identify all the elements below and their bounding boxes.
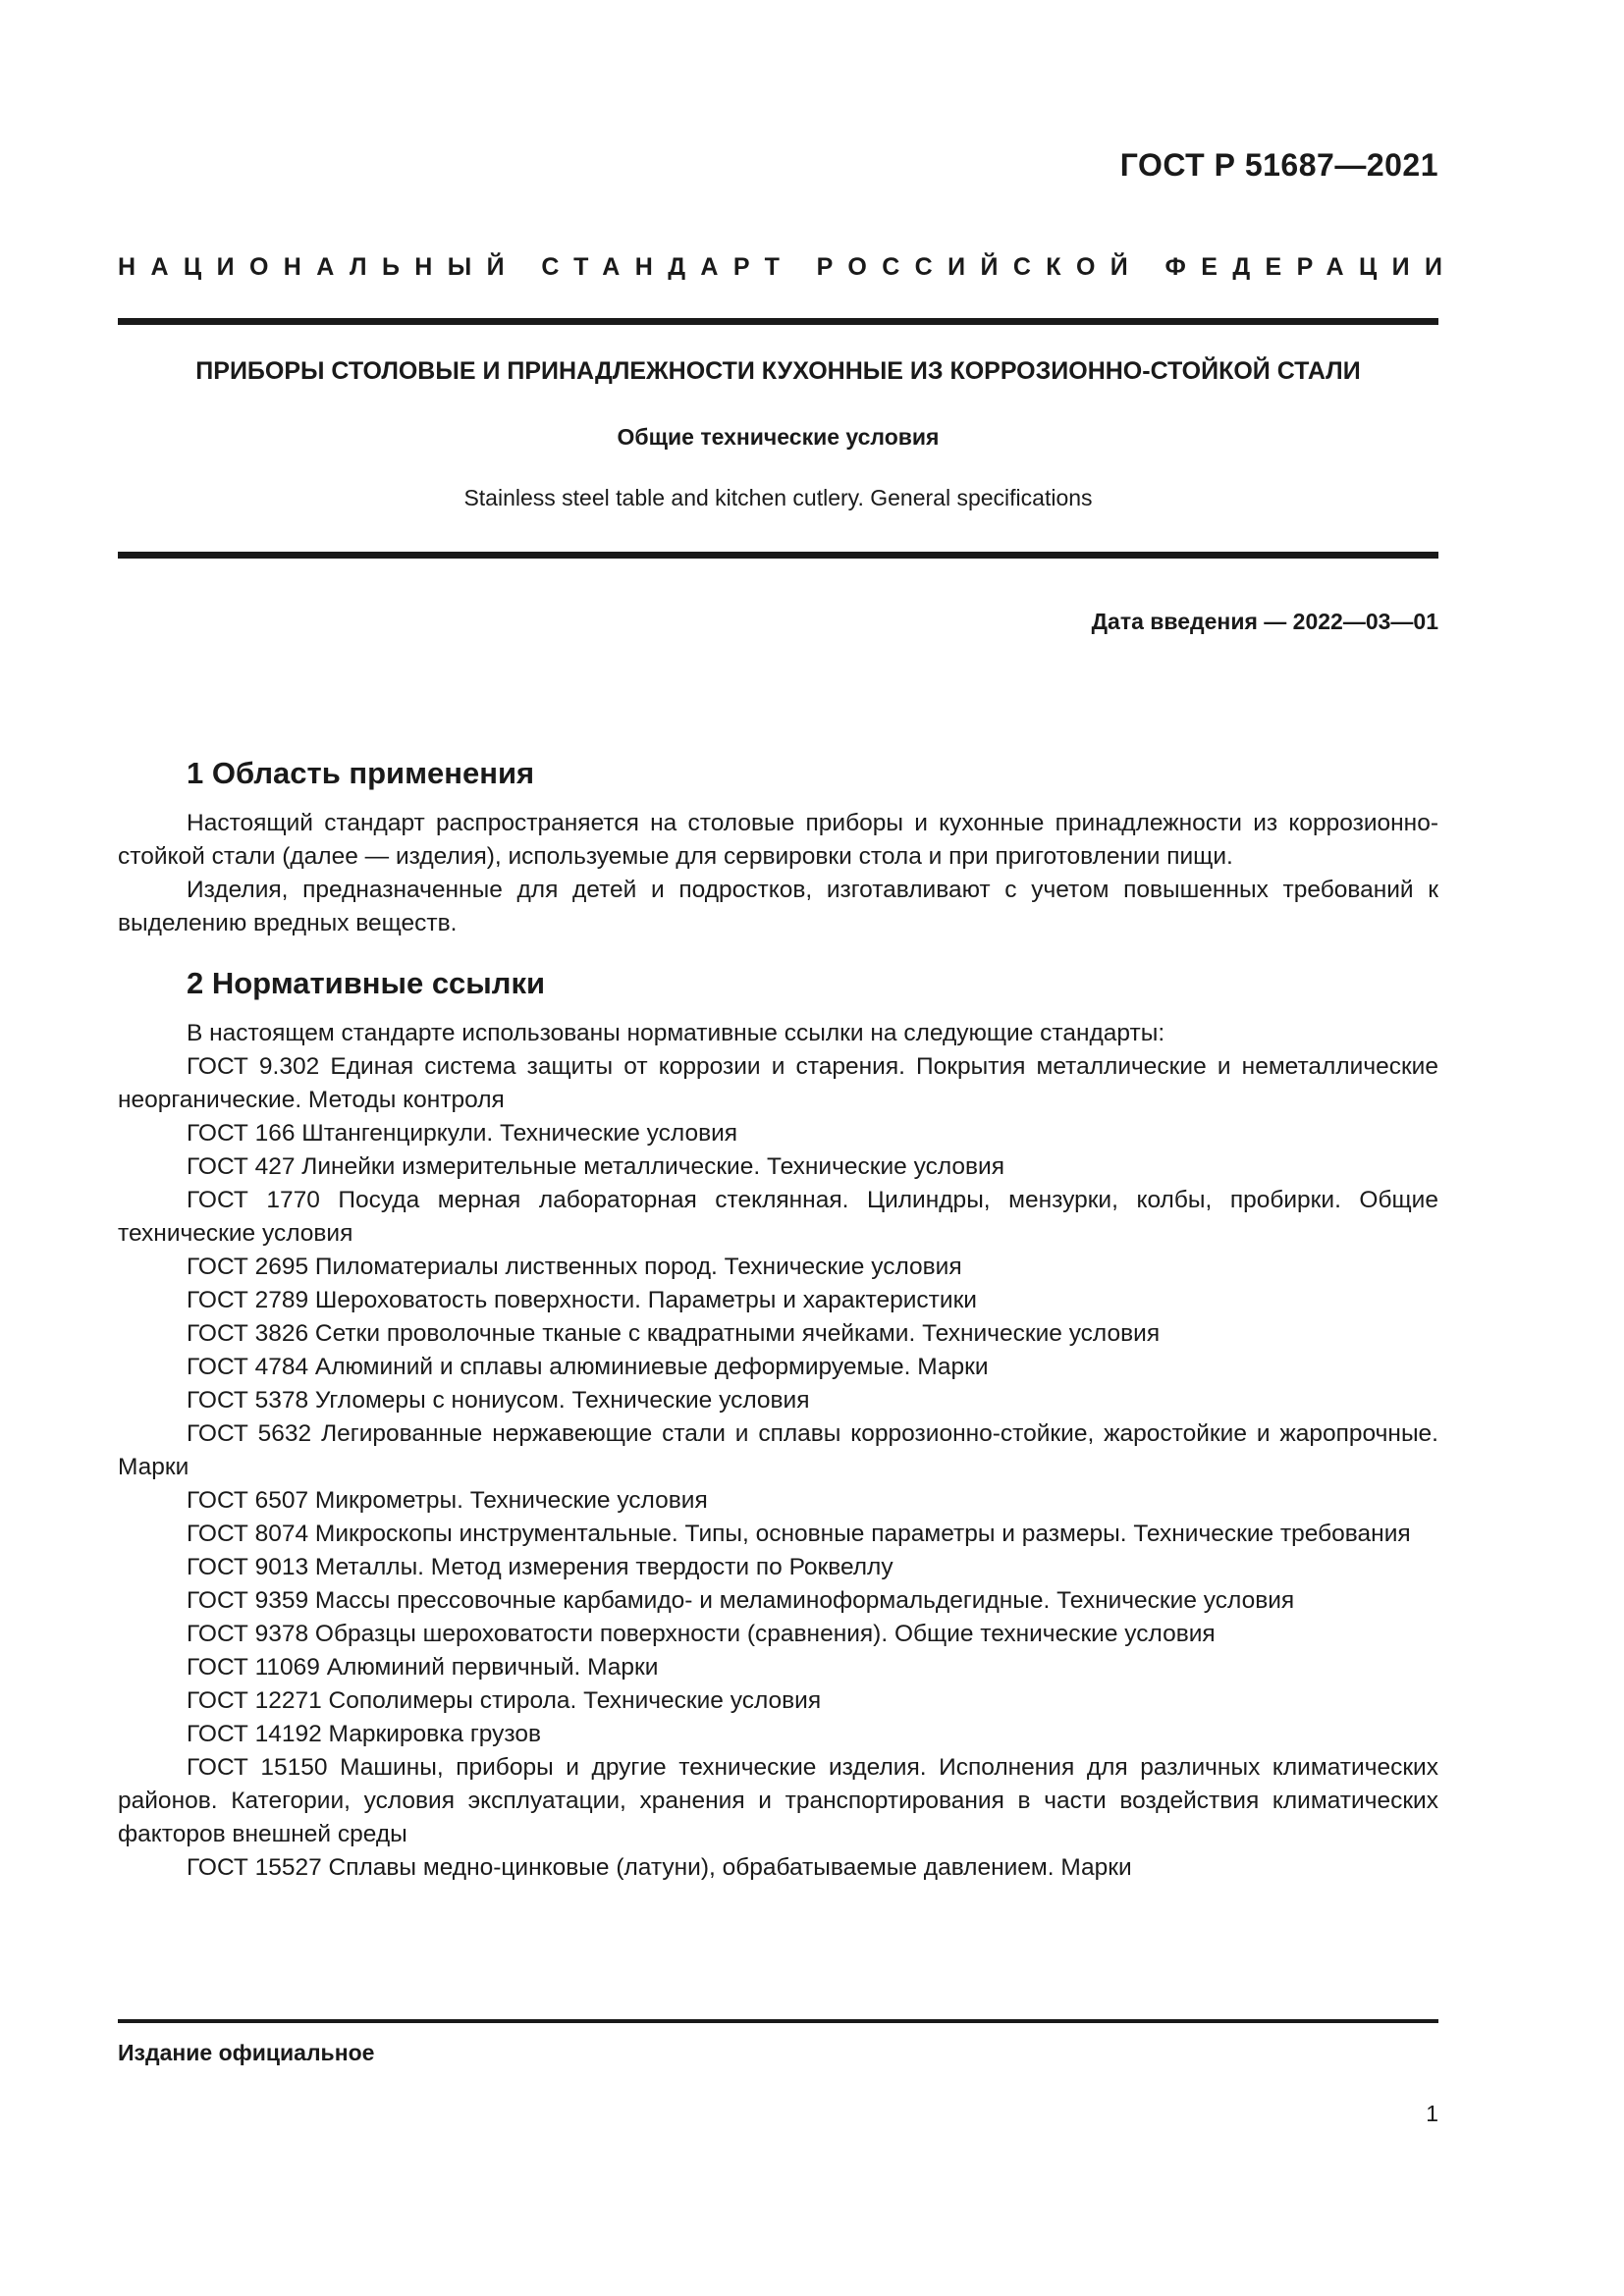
reference-item: ГОСТ 1770 Посуда мерная лабораторная стеклянная. Цилиндры, мензурки, колбы, пробирки. Общие технические условия bbox=[118, 1187, 1438, 1247]
scope-paragraph: Изделия, предназначенные для детей и подростков, изготавливают с учетом повышенных требований к выделению вредных веществ. bbox=[118, 877, 1438, 936]
scope-paragraph: Настоящий стандарт распространяется на столовые приборы и кухонные принадлежности из коррозионно-стойкой стали (далее — изделия), используемые для сервировки стола и при приготовлении пищи. bbox=[118, 810, 1438, 870]
document-number: ГОСТ Р 51687—2021 bbox=[1119, 147, 1438, 183]
title-divider bbox=[118, 552, 1438, 559]
reference-item: ГОСТ 4784 Алюминий и сплавы алюминиевые деформируемые. Марки bbox=[187, 1354, 989, 1380]
reference-item: ГОСТ 14192 Маркировка грузов bbox=[187, 1721, 541, 1747]
reference-item: ГОСТ 5378 Угломеры с нониусом. Технические условия bbox=[187, 1387, 810, 1414]
section-heading-references: 2 Нормативные ссылки bbox=[187, 966, 546, 1000]
page-number: 1 bbox=[1426, 2101, 1438, 2126]
reference-item: ГОСТ 15527 Сплавы медно-цинковые (латуни), обрабатываемые давлением. Марки bbox=[187, 1854, 1132, 1881]
document-title: ПРИБОРЫ СТОЛОВЫЕ И ПРИНАДЛЕЖНОСТИ КУХОННЫЕ ИЗ КОРРОЗИОННО-СТОЙКОЙ СТАЛИ bbox=[195, 357, 1361, 385]
reference-item: ГОСТ 15150 Машины, приборы и другие технические изделия. Исполнения для различных климатических районов. Категории, условия эксплуатации, хранения и транспортирования в части воздействия климатических факторов внешней среды bbox=[118, 1754, 1438, 1847]
official-edition-label: Издание официальное bbox=[118, 2040, 375, 2065]
reference-item: ГОСТ 11069 Алюминий первичный. Марки bbox=[187, 1654, 659, 1681]
section-heading-scope: 1 Область применения bbox=[187, 756, 535, 790]
footer-divider bbox=[118, 2019, 1438, 2023]
reference-item: ГОСТ 9359 Массы прессовочные карбамидо- и меламиноформальдегидные. Технические условия bbox=[187, 1587, 1295, 1614]
document-body bbox=[118, 754, 1438, 1885]
reference-item: ГОСТ 5632 Легированные нержавеющие стали и сплавы коррозионно-стойкие, жаростойкие и жаропрочные. Марки bbox=[118, 1420, 1438, 1480]
document-subtitle: Общие технические условия bbox=[617, 424, 940, 450]
document-page bbox=[118, 0, 1458, 2296]
reference-item: ГОСТ 2695 Пиломатериалы лиственных пород. Технические условия bbox=[187, 1254, 962, 1280]
reference-item: ГОСТ 2789 Шероховатость поверхности. Параметры и характеристики bbox=[187, 1287, 977, 1313]
reference-item: ГОСТ 9013 Металлы. Метод измерения твердости по Роквеллу bbox=[187, 1554, 893, 1580]
reference-item: ГОСТ 427 Линейки измерительные металлические. Технические условия bbox=[187, 1153, 1004, 1180]
reference-item: ГОСТ 6507 Микрометры. Технические условия bbox=[187, 1487, 708, 1514]
reference-item: ГОСТ 12271 Сополимеры стирола. Технические условия bbox=[187, 1687, 822, 1714]
english-title: Stainless steel table and kitchen cutlery. General specifications bbox=[463, 485, 1093, 510]
reference-item: ГОСТ 9.302 Единая система защиты от коррозии и старения. Покрытия металлические и неметаллические неорганические. Методы контроля bbox=[118, 1053, 1438, 1113]
national-standard-banner: НАЦИОНАЛЬНЫЙ СТАНДАРТ РОССИЙСКОЙ ФЕДЕРАЦИИ bbox=[118, 253, 1458, 281]
reference-item: ГОСТ 8074 Микроскопы инструментальные. Типы, основные параметры и размеры. Технические требования bbox=[187, 1521, 1411, 1547]
references-intro: В настоящем стандарте использованы нормативные ссылки на следующие стандарты: bbox=[187, 1020, 1165, 1046]
top-divider bbox=[118, 318, 1438, 325]
reference-item: ГОСТ 9378 Образцы шероховатости поверхности (сравнения). Общие технические условия bbox=[187, 1621, 1216, 1647]
reference-item: ГОСТ 3826 Сетки проволочные тканые с квадратными ячейками. Технические условия bbox=[187, 1320, 1161, 1347]
introduction-date: Дата введения — 2022—03—01 bbox=[1091, 609, 1438, 634]
reference-item: ГОСТ 166 Штангенциркули. Технические условия bbox=[187, 1120, 738, 1147]
